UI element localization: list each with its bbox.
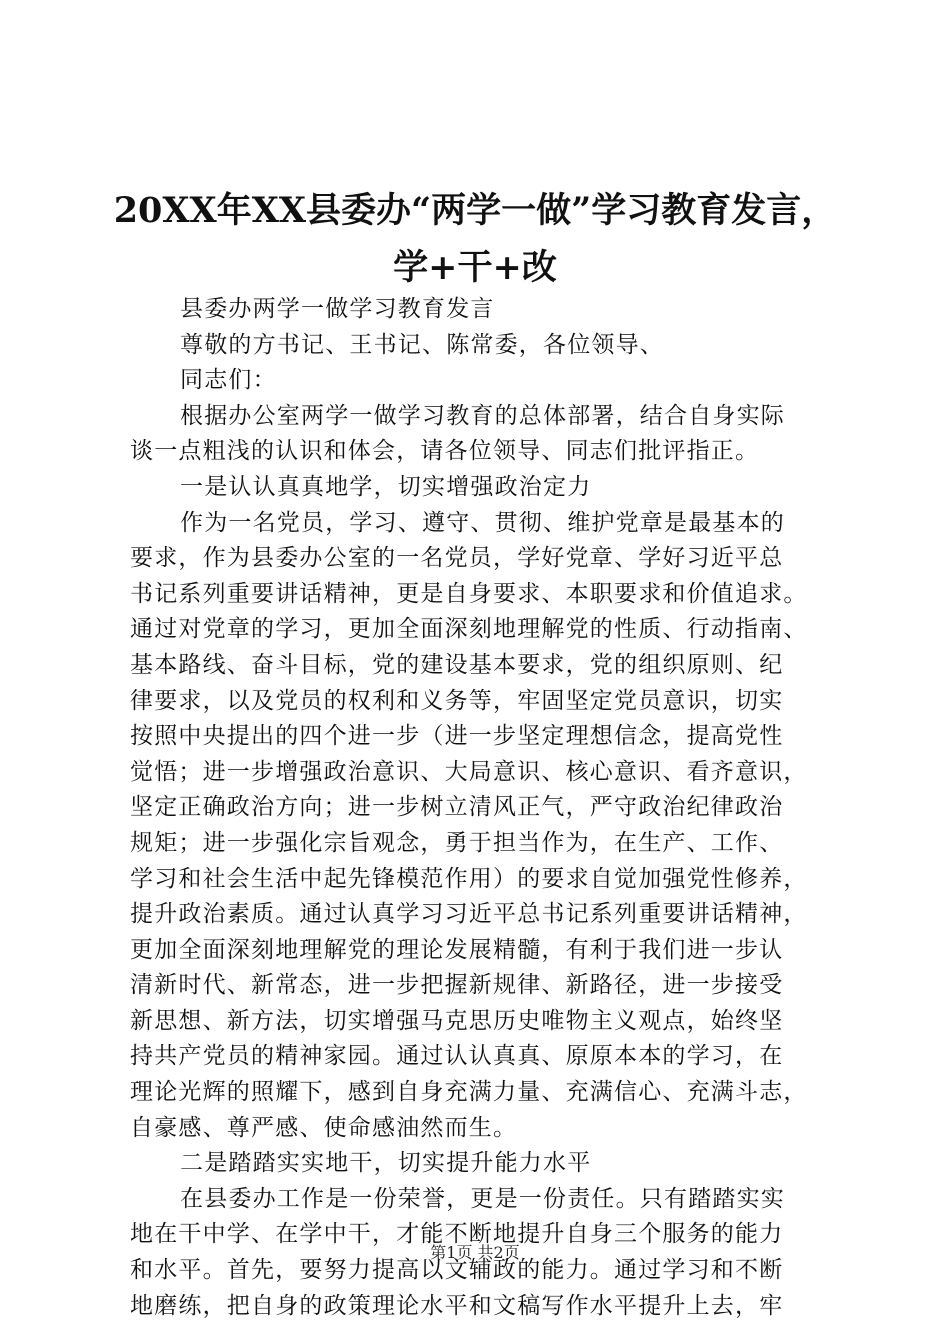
- body-line: 规矩；进一步强化宗旨观念，勇于担当作为，在生产、工作、: [130, 829, 784, 856]
- body-line: 按照中央提出的四个进一步（进一步坚定理想信念，提高党性: [130, 723, 784, 750]
- body-line: 新思想、新方法，切实增强马克思历史唯物主义观点，始终坚: [130, 1007, 784, 1034]
- body-line: 通过对党章的学习，更加全面深刻地理解党的性质、行动指南、: [130, 616, 808, 643]
- body-line: 作为一名党员，学习、遵守、贯彻、维护党章是最基本的: [180, 509, 785, 536]
- body-line: 持共产党员的精神家园。通过认认真真、原原本本的学习，在: [130, 1043, 784, 1070]
- body-line: 要求，作为县委办公室的一名党员，学好党章、学好习近平总: [130, 545, 784, 572]
- document-title-line-2: 学+干+改: [393, 247, 557, 288]
- body-line: 清新时代、新常态，进一步把握新规律、新路径，进一步接受: [130, 972, 784, 999]
- body-line: 理论光辉的照耀下，感到自身充满力量、充满信心、充满斗志，: [130, 1079, 808, 1106]
- body-line: 县委办两学一做学习教育发言: [180, 296, 495, 322]
- section-heading-1: 一是认认真真地学，切实增强政治定力: [180, 473, 592, 500]
- body-line: 地磨练，把自身的政策理论水平和文稿写作水平提升上去，牢: [130, 1292, 784, 1319]
- page-footer: 第1页 共2页: [430, 1243, 520, 1262]
- body-line: 在县委办工作是一份荣誉，更是一份责任。只有踏踏实实: [180, 1185, 785, 1212]
- body-line: 律要求，以及党员的权利和义务等，牢固坚定党员意识，切实: [130, 687, 784, 714]
- body-line: 和水平。首先，要努力提高以文辅政的能力。通过学习和不断: [130, 1257, 784, 1284]
- body-line: 根据办公室两学一做学习教育的总体部署，结合自身实际: [180, 402, 785, 429]
- body-line: 自豪感、尊严感、使命感油然而生。: [130, 1114, 518, 1141]
- body-line: 尊敬的方书记、王书记、陈常委，各位领导、: [180, 331, 664, 358]
- body-line: 同志们：: [180, 367, 277, 394]
- document-title-line-1: 20XX年XX县委办“两学一做”学习教育发言，: [113, 190, 837, 231]
- body-line: 觉悟；进一步增强政治意识、大局意识、核心意识、看齐意识，: [130, 758, 808, 785]
- body-line: 学习和社会生活中起先锋模范作用）的要求自觉加强党性修养，: [130, 865, 808, 892]
- body-line: 更加全面深刻地理解党的理论发展精髓，有利于我们进一步认: [130, 936, 784, 963]
- document-body: [130, 292, 850, 1324]
- body-line: 坚定正确政治方向；进一步树立清风正气，严守政治纪律政治: [130, 794, 784, 821]
- body-line: 地在干中学、在学中干，才能不断地提升自身三个服务的能力: [130, 1221, 784, 1248]
- body-line: 谈一点粗浅的认识和体会，请各位领导、同志们批评指正。: [130, 438, 760, 465]
- body-line: 提升政治素质。通过认真学习习近平总书记系列重要讲话精神，: [130, 901, 808, 928]
- body-line: 书记系列重要讲话精神，更是自身要求、本职要求和价值追求。: [130, 580, 808, 607]
- body-line: 基本路线、奋斗目标，党的建设基本要求，党的组织原则、纪: [130, 651, 784, 678]
- section-heading-2: 二是踏踏实实地干，切实提升能力水平: [180, 1150, 592, 1177]
